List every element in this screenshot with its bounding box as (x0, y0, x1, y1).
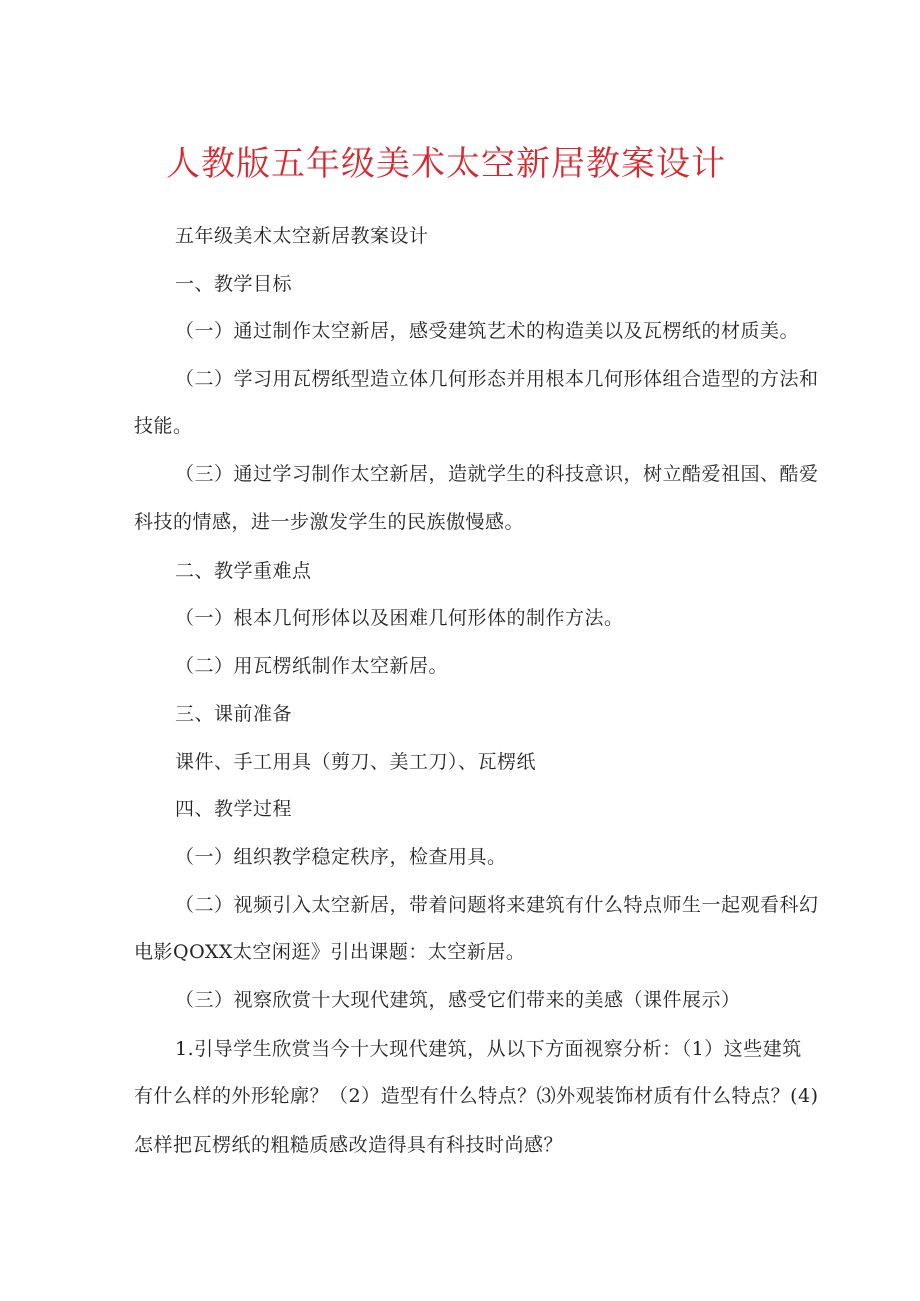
paragraph-line: 有什么样的外形轮廓？（2）造型有什么特点？⑶外观装饰材质有什么特点？(4) (134, 1085, 819, 1107)
paragraph-line: 怎样把瓦楞纸的粗糙质感改造得具有科技时尚感？ (134, 1134, 564, 1156)
paragraph-line: （二）学习用瓦楞纸型造立体几何形态并用根本几何形体组合造型的方法和 (175, 368, 819, 390)
paragraph-line: （一）通过制作太空新居，感受建筑艺术的构造美以及瓦楞纸的材质美。 (175, 320, 800, 342)
paragraph-line: 技能。 (134, 415, 193, 437)
paragraph-line: 科技的情感，进一步激发学生的民族傲慢感。 (134, 511, 525, 533)
paragraph-line: （二）视频引入太空新居，带着问题将来建筑有什么特点师生一起观看科幻 (175, 894, 819, 916)
paragraph-line: （三）通过学习制作太空新居，造就学生的科技意识，树立酷爱祖国、酷爱 (175, 463, 819, 485)
section-heading-key-points: 二、教学重难点 (175, 560, 312, 582)
paragraph-line: （三）视察欣赏十大现代建筑，感受它们带来的美感（课件展示） (175, 989, 741, 1011)
subtitle-line: 五年级美术太空新居教案设计 (175, 225, 429, 247)
document-title: 人教版五年级美术太空新居教案设计 (166, 144, 726, 184)
paragraph-line: （二）用瓦楞纸制作太空新居。 (175, 655, 449, 677)
paragraph-line: （一）组织教学稳定秩序，检查用具。 (175, 846, 507, 868)
paragraph-line: （一）根本几何形体以及困难几何形体的制作方法。 (175, 607, 624, 629)
paragraph-line: 电影QOXX太空闲逛》引出课题：太空新居。 (134, 941, 526, 963)
paragraph-line: 课件、手工用具（剪刀、美工刀）、瓦楞纸 (175, 751, 537, 773)
section-heading-preparation: 三、课前准备 (175, 703, 293, 725)
section-heading-objectives: 一、教学目标 (175, 273, 293, 295)
section-heading-process: 四、教学过程 (175, 798, 293, 820)
paragraph-line: 1.引导学生欣赏当今十大现代建筑，从以下方面视察分析：（1）这些建筑 (175, 1038, 802, 1060)
